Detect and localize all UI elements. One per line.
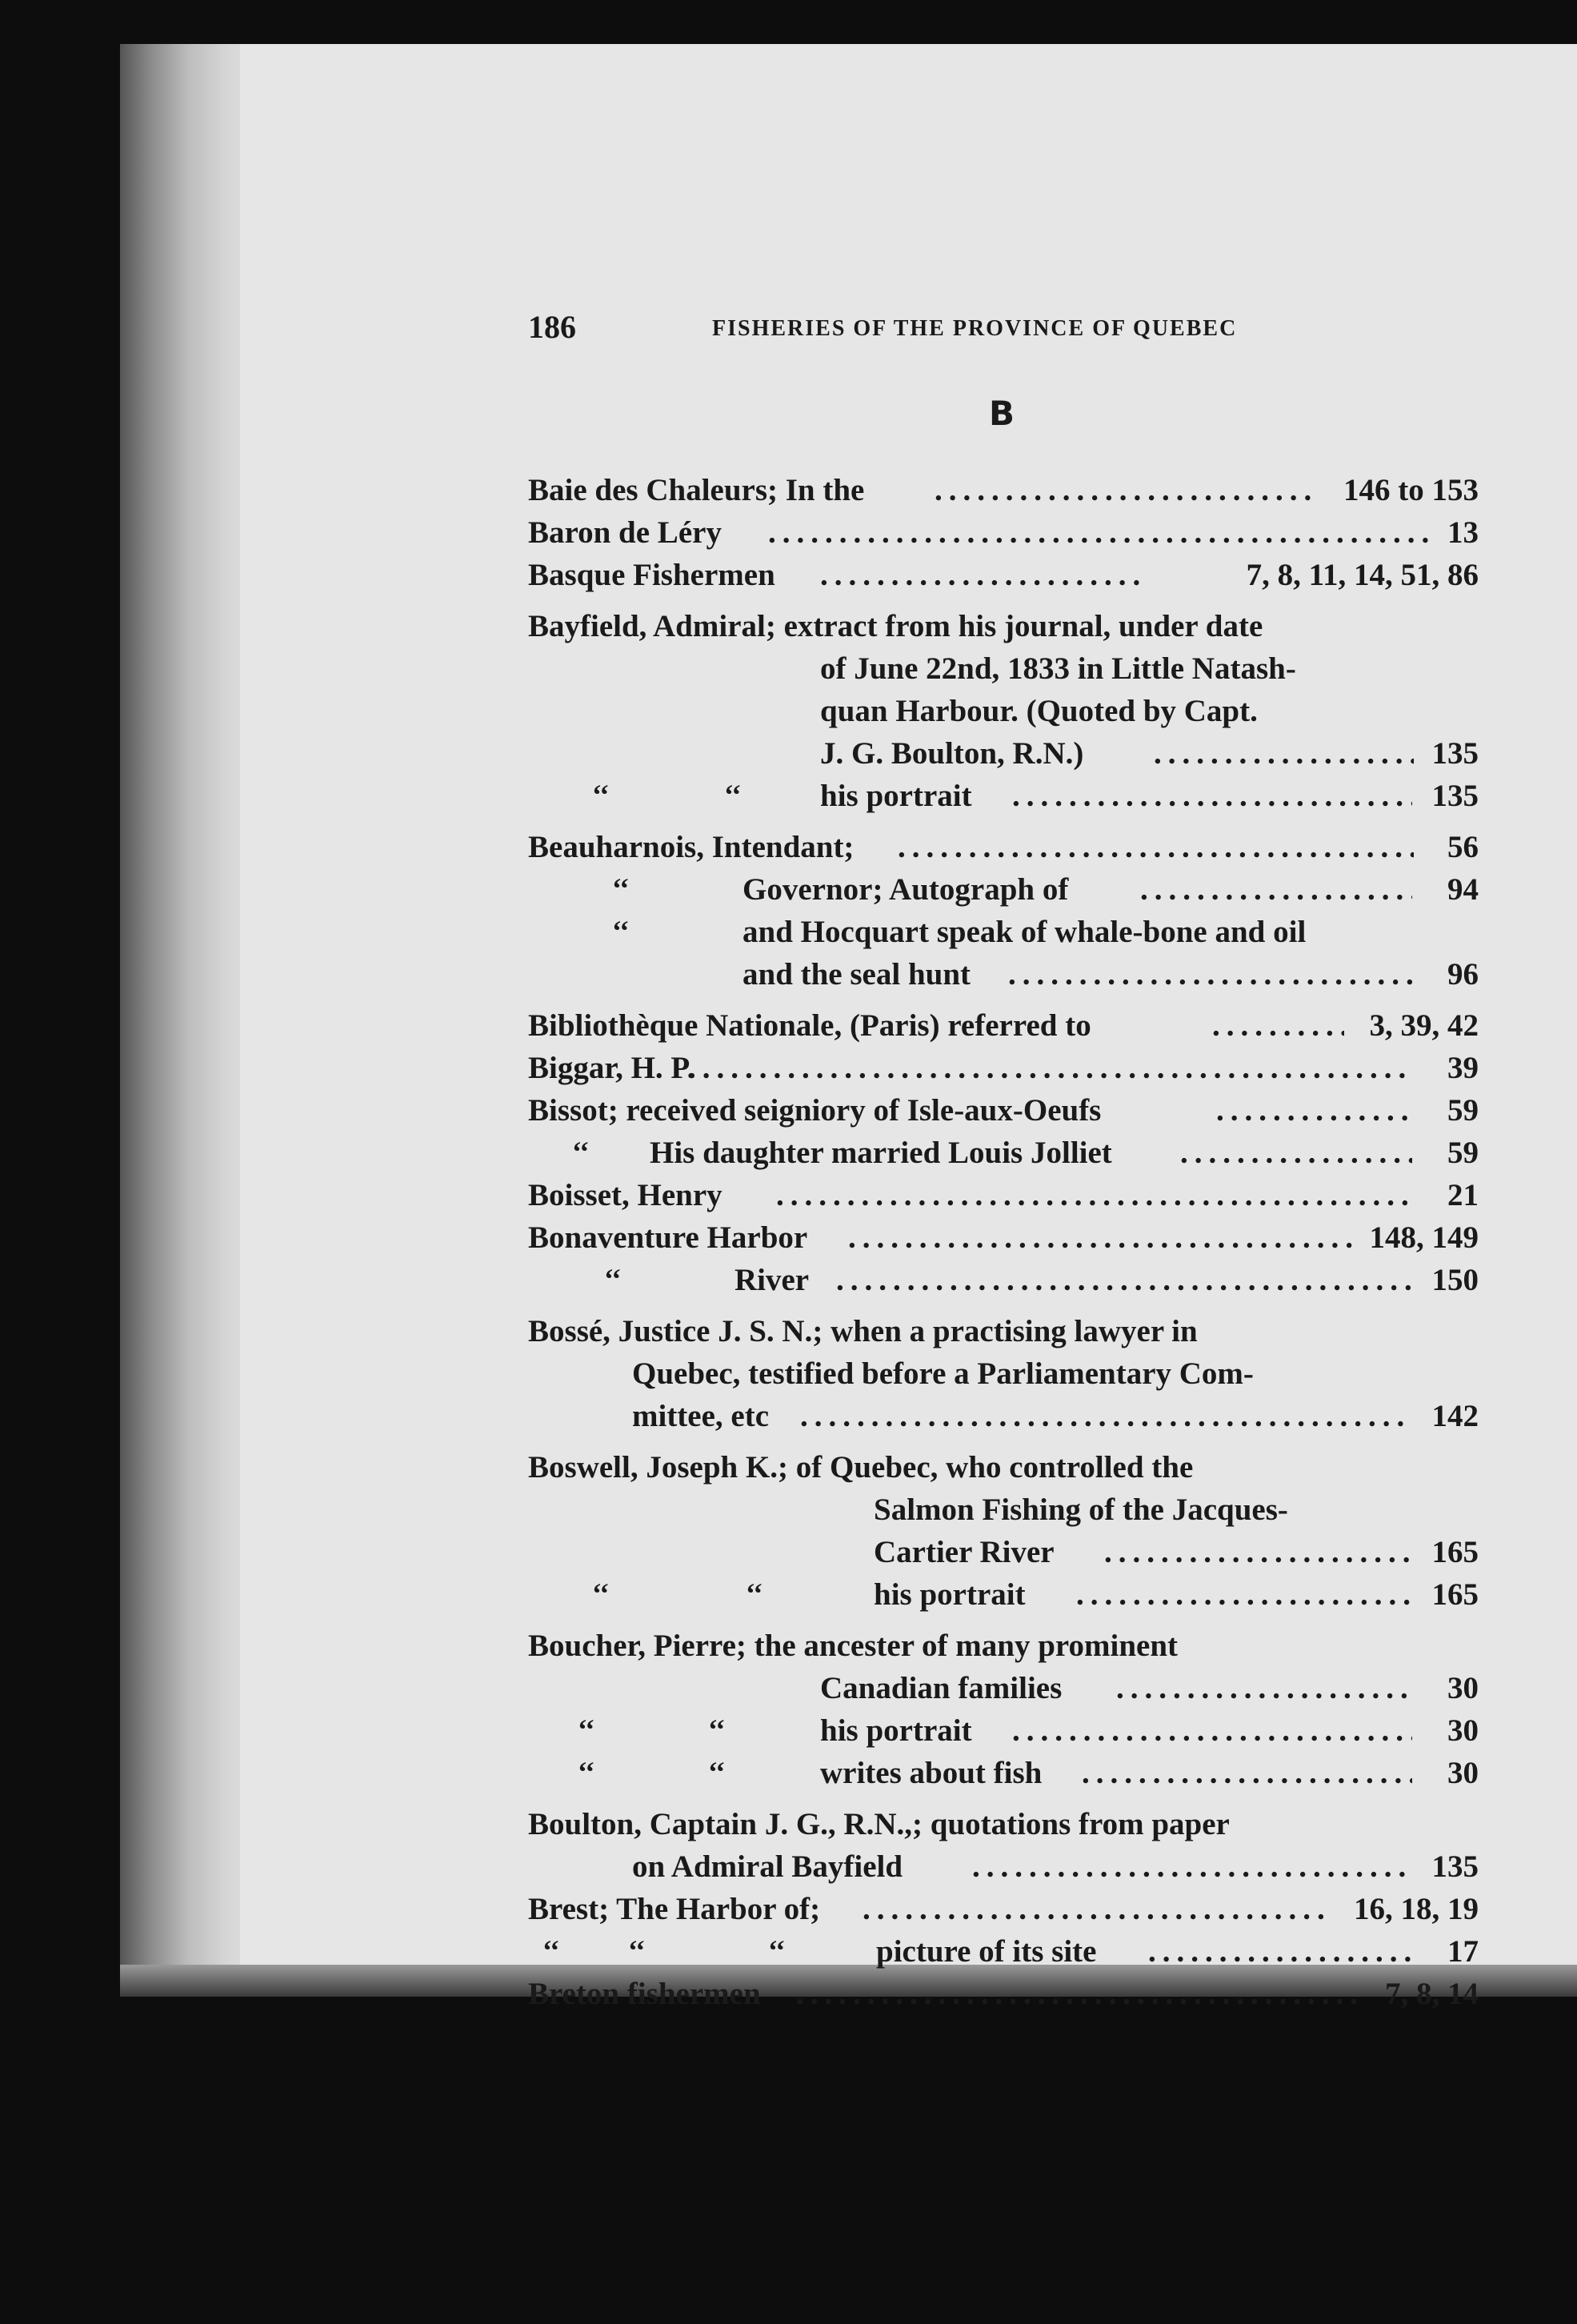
section-letter: B: [989, 394, 1015, 433]
index-list: [528, 472, 1479, 2018]
entry-text: and the seal hunt: [742, 957, 971, 992]
index-entry: [528, 1092, 1479, 1135]
index-entry-continuation: [528, 735, 1479, 778]
entry-pages: 3, 39, 42: [1369, 1008, 1479, 1043]
leader-dots: [796, 1976, 1356, 2012]
leader-dots: [863, 1891, 1327, 1927]
leader-dots: [1104, 1534, 1412, 1570]
index-entry-continuation: [528, 1356, 1479, 1398]
leader-dots: [1082, 1755, 1412, 1791]
leader-dots: [848, 1220, 1352, 1256]
entry-text: Canadian families: [820, 1671, 1063, 1705]
index-entry: [528, 1628, 1479, 1670]
entry-text: Baron de Léry: [528, 515, 722, 550]
entry-pages: 21: [1447, 1178, 1479, 1212]
entry-text: Basque Fishermen: [528, 558, 775, 592]
index-entry-sub: [528, 872, 1479, 914]
index-entry: [528, 1976, 1479, 2018]
entry-text: his portrait: [820, 1713, 972, 1748]
running-head: FISHERIES OF THE PROVINCE OF QUEBEC: [712, 316, 1238, 341]
leader-dots: [836, 1262, 1412, 1298]
index-entry: [528, 1177, 1479, 1220]
ditto-mark: ‘‘: [542, 1934, 560, 1966]
index-entry-sub: [528, 778, 1479, 820]
entry-text: Boisset, Henry: [528, 1178, 722, 1212]
leader-dots: [1116, 1670, 1412, 1706]
entry-text: Bibliothèque Nationale, (Paris) referred to: [528, 1008, 1091, 1043]
index-entry-continuation: [528, 1534, 1479, 1577]
index-entry-sub: [528, 1577, 1479, 1619]
entry-pages: 165: [1431, 1577, 1479, 1612]
entry-pages: 59: [1447, 1093, 1479, 1128]
entry-pages: 135: [1431, 736, 1479, 771]
index-entry: [528, 1050, 1479, 1092]
index-entry-sub: [528, 1262, 1479, 1304]
entry-pages: 59: [1447, 1136, 1479, 1170]
leader-dots: [1212, 1008, 1344, 1044]
ditto-mark: ‘‘: [708, 1756, 726, 1788]
entry-pages: 7, 8, 11, 14, 51, 86: [1246, 558, 1479, 592]
index-entry: [528, 608, 1479, 651]
index-entry: [528, 557, 1479, 599]
index-entry-continuation: [528, 1398, 1479, 1440]
index-entry: [528, 1313, 1479, 1356]
entry-text: Boucher, Pierre; the ancester of many prominent: [528, 1629, 1179, 1663]
index-entry: [528, 515, 1479, 557]
leader-dots: [768, 515, 1432, 551]
entry-text: Bonaventure Harbor: [528, 1220, 808, 1255]
entry-pages: 150: [1431, 1263, 1479, 1297]
ditto-mark: ‘‘: [628, 1934, 646, 1966]
leader-dots: [1148, 1933, 1412, 1969]
entry-pages: 146 to 153: [1343, 473, 1479, 507]
entry-pages: 148, 149: [1369, 1220, 1479, 1255]
entry-pages: 135: [1431, 779, 1479, 813]
entry-pages: 135: [1431, 1849, 1479, 1884]
index-entry-sub: [528, 1713, 1479, 1755]
entry-pages: 30: [1447, 1671, 1479, 1705]
index-entry: [528, 1891, 1479, 1933]
leader-dots: [1076, 1577, 1412, 1613]
index-entry-sub: [528, 1933, 1479, 1976]
entry-pages: 30: [1447, 1756, 1479, 1790]
entry-text: of June 22nd, 1833 in Little Natash-: [820, 651, 1296, 686]
entry-text: quan Harbour. (Quoted by Capt.: [820, 694, 1258, 728]
entry-pages: 165: [1431, 1535, 1479, 1569]
entry-pages: 13: [1447, 515, 1479, 550]
index-entry-sub: [528, 1755, 1479, 1797]
ditto-mark: ‘‘: [768, 1934, 786, 1966]
index-entry-continuation: [528, 693, 1479, 735]
index-entry: [528, 1220, 1479, 1262]
entry-text: Bossé, Justice J. S. N.; when a practising lawyer in: [528, 1314, 1198, 1348]
page-header: [528, 308, 1464, 348]
entry-pages: 7, 8, 14: [1385, 1977, 1479, 2011]
leader-dots: [1008, 956, 1412, 992]
leader-dots: [776, 1177, 1412, 1213]
entry-text: Breton fishermen: [528, 1977, 761, 2011]
entry-pages: 142: [1431, 1399, 1479, 1433]
index-entry-continuation: [528, 1492, 1479, 1534]
leader-dots: [898, 829, 1414, 865]
entry-pages: 96: [1447, 957, 1479, 992]
entry-text: His daughter married Louis Jolliet: [650, 1136, 1112, 1170]
ditto-mark: ‘‘: [592, 779, 610, 811]
entry-text: Baie des Chaleurs; In the: [528, 473, 865, 507]
entry-text: Boswell, Joseph K.; of Quebec, who controlled the: [528, 1450, 1194, 1485]
ditto-mark: ‘‘: [724, 779, 742, 811]
entry-pages: 39: [1447, 1051, 1479, 1085]
entry-pages: 94: [1447, 872, 1479, 907]
index-entry-continuation: [528, 1849, 1479, 1891]
ditto-mark: ‘‘: [578, 1713, 595, 1745]
entry-text: Salmon Fishing of the Jacques-: [874, 1493, 1288, 1527]
leader-dots: [1154, 735, 1414, 771]
entry-pages: 16, 18, 19: [1354, 1892, 1479, 1926]
ditto-mark: ‘‘: [578, 1756, 595, 1788]
entry-pages: 30: [1447, 1713, 1479, 1748]
ditto-mark: ‘‘: [572, 1136, 590, 1168]
index-entry-continuation: [528, 956, 1479, 999]
index-entry: [528, 829, 1479, 872]
leader-dots: [800, 1398, 1412, 1434]
entry-text: and Hocquart speak of whale-bone and oil: [742, 915, 1307, 949]
entry-text: writes about fish: [820, 1756, 1043, 1790]
ditto-mark: ‘‘: [746, 1577, 763, 1609]
index-entry: [528, 472, 1479, 515]
ditto-mark: ‘‘: [612, 872, 630, 904]
entry-text: mittee, etc: [632, 1399, 770, 1433]
leader-dots: [935, 472, 1315, 508]
entry-text: Beauharnois, Intendant;: [528, 830, 855, 864]
ditto-mark: ‘‘: [612, 915, 630, 947]
ditto-mark: ‘‘: [708, 1713, 726, 1745]
index-entry: [528, 1806, 1479, 1849]
entry-text: his portrait: [874, 1577, 1026, 1612]
entry-text: his portrait: [820, 779, 972, 813]
index-entry-sub: [528, 1135, 1479, 1177]
entry-text: on Admiral Bayfield: [632, 1849, 903, 1884]
index-entry-continuation: [528, 651, 1479, 693]
entry-text: Cartier River: [874, 1535, 1055, 1569]
entry-pages: 56: [1447, 830, 1479, 864]
entry-text: picture of its site: [876, 1934, 1097, 1969]
leader-dots: [1216, 1092, 1412, 1128]
leader-dots: [688, 1050, 1412, 1086]
entry-text: J. G. Boulton, R.N.): [820, 736, 1084, 771]
entry-text: Biggar, H. P.: [528, 1051, 695, 1085]
entry-text: Governor; Autograph of: [742, 872, 1069, 907]
index-entry-continuation: [528, 1670, 1479, 1713]
index-entry: [528, 1008, 1479, 1050]
entry-text: Bissot; received seigniory of Isle-aux-Oeufs: [528, 1093, 1102, 1128]
leader-dots: [1180, 1135, 1412, 1171]
entry-pages: 17: [1447, 1934, 1479, 1969]
leader-dots: [1140, 872, 1412, 908]
leader-dots: [972, 1849, 1412, 1885]
index-entry: [528, 1449, 1479, 1492]
index-entry-sub: [528, 914, 1479, 956]
entry-text: Brest; The Harbor of;: [528, 1892, 821, 1926]
entry-text: Bayfield, Admiral; extract from his journal, under date: [528, 609, 1263, 643]
leader-dots: [1012, 1713, 1412, 1749]
entry-text: River: [734, 1263, 810, 1297]
entry-text: Boulton, Captain J. G., R.N.,; quotations from paper: [528, 1807, 1230, 1841]
ditto-mark: ‘‘: [592, 1577, 610, 1609]
leader-dots: [1012, 778, 1412, 814]
ditto-mark: ‘‘: [604, 1263, 622, 1295]
leader-dots: [820, 557, 1140, 593]
page-number: 186: [528, 309, 576, 345]
entry-text: Quebec, testified before a Parliamentary Com-: [632, 1356, 1254, 1391]
